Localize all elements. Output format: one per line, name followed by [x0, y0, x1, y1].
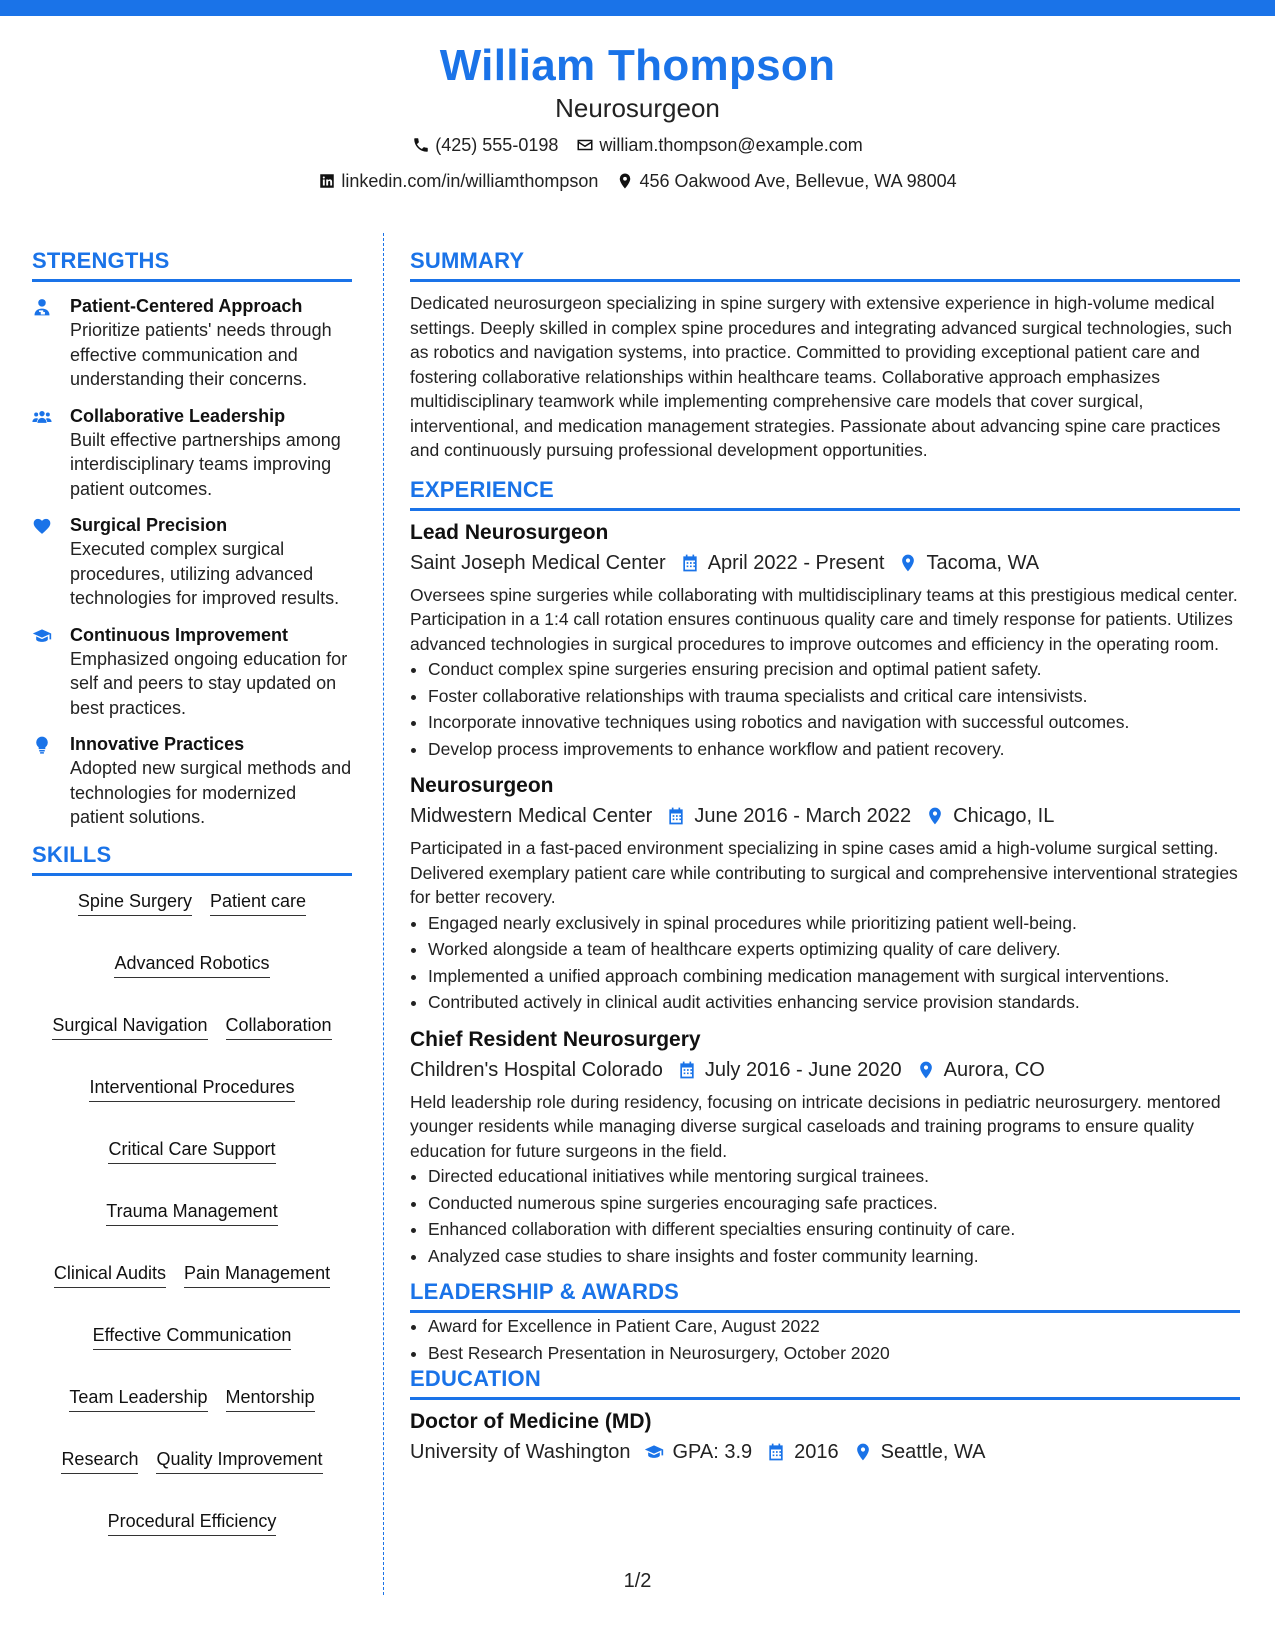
job-meta: [410, 801, 1240, 831]
job-dates: June 2016 - March 2022: [694, 805, 912, 827]
bullet-item: • Implemented a unified approach combining medication management with surgical interventions.: [428, 963, 1240, 990]
summary-heading: SUMMARY: [410, 248, 1240, 282]
graduation-year: 2016: [794, 1441, 839, 1463]
bullet-item: • Analyzed case studies to share insights and foster community learning.: [428, 1243, 1240, 1270]
strength-title: Patient-Centered Approach: [70, 296, 303, 316]
degree-title: Doctor of Medicine (MD): [410, 1410, 652, 1433]
job-description: Participated in a fast-paced environment specializing in spine cases amid a high-volume surgical setting. Delivered exemplary patient care while contributing to surgical and comprehensive interventional strategies for better recovery.: [410, 838, 1238, 907]
calendar-icon: [680, 553, 700, 573]
bullet-item: • Incorporate innovative techniques using robotics and navigation with successful outcomes.: [428, 709, 1240, 736]
skill-tag: Pain Management: [184, 1262, 330, 1288]
skill-tag: Critical Care Support: [108, 1138, 275, 1164]
experience-heading: EXPERIENCE: [410, 477, 1240, 511]
column-divider: [383, 233, 384, 1595]
strength-title: Innovative Practices: [70, 734, 245, 754]
skill-tag: Procedural Efficiency: [108, 1510, 277, 1536]
skill-tag: Research: [61, 1448, 138, 1474]
job-meta: [410, 548, 1240, 578]
job-dates: July 2016 - June 2020: [704, 1058, 902, 1081]
linkedin-icon: [318, 172, 336, 190]
email-contact[interactable]: [576, 135, 862, 156]
summary-text: Dedicated neurosurgeon specializing in spine surgery with extensive experience in high-volume medical settings. Deeply skilled in complex spine procedures and integrating advanced surgical technologies, such as robotics and navigation systems, into practice. Committed to providing exceptional patient care and fostering collaborative relationships within healthcare teams. Collaborative approach emphasizes multidisciplinary teamwork while implementing comprehensive care models that cover surgical, interventional, and medication management strategies. Passionate about advancing spine care practices and continuously pursuing professional development opportunities.: [410, 293, 1233, 460]
strength-item: [32, 513, 352, 611]
job-bullets: [410, 656, 1240, 762]
job-entry: [410, 1026, 1240, 1270]
envelope-icon: [576, 136, 594, 154]
job-entry: [410, 772, 1240, 1016]
graduation-cap-icon: [644, 1442, 664, 1462]
job-location: Aurora, CO: [943, 1058, 1045, 1081]
strength-desc: Executed complex surgical procedures, utilizing advanced technologies for improved results.: [70, 539, 340, 608]
strength-desc: Prioritize patients' needs through effective communication and understanding their concerns.: [70, 320, 332, 389]
right-column: [410, 248, 1240, 1467]
bullet-item: • Foster collaborative relationships with trauma specialists and critical care intensivists.: [428, 683, 1240, 710]
skill-tag: Surgical Navigation: [52, 1014, 207, 1040]
strength-item: [32, 623, 352, 721]
skill-tag: Quality Improvement: [156, 1448, 322, 1474]
contact-row-2: [0, 166, 1275, 196]
skill-tag: Patient care: [210, 890, 306, 916]
page-number: 1/2: [623, 1570, 652, 1592]
address-contact: [616, 171, 956, 192]
job-title: Lead Neurosurgeon: [410, 520, 609, 544]
linkedin-contact[interactable]: [318, 171, 598, 192]
strength-desc: Emphasized ongoing education for self and peers to stay updated on best practices.: [70, 648, 348, 718]
linkedin-text[interactable]: linkedin.com/in/williamthompson: [341, 170, 599, 191]
job-bullets: [410, 910, 1240, 1016]
candidate-title: Neurosurgeon: [555, 93, 720, 123]
job-meta: [410, 1055, 1240, 1085]
bullet-item: • Directed educational initiatives while mentoring surgical trainees.: [428, 1163, 1240, 1190]
bullet-item: • Conducted numerous spine surgeries encouraging safe practices.: [428, 1190, 1240, 1217]
map-pin-icon: [916, 1060, 936, 1080]
calendar-icon: [677, 1060, 697, 1080]
top-accent-bar: [0, 0, 1275, 16]
email-text[interactable]: william.thompson@example.com: [599, 134, 863, 155]
education-heading: EDUCATION: [410, 1366, 1240, 1400]
map-pin-icon: [616, 172, 634, 190]
job-company: Children's Hospital Colorado: [410, 1058, 663, 1081]
candidate-name: William Thompson: [439, 41, 836, 90]
graduation-cap-icon: [32, 626, 52, 646]
phone-icon: [412, 136, 430, 154]
phone-contact: [412, 135, 558, 156]
strength-title: Collaborative Leadership: [70, 405, 286, 426]
job-title: Neurosurgeon: [410, 774, 554, 797]
award-item: • Award for Excellence in Patient Care, August 2022: [428, 1313, 1240, 1340]
job-location: Chicago, IL: [953, 805, 1055, 827]
award-item: • Best Research Presentation in Neurosurgery, October 2020: [428, 1340, 1240, 1367]
skills-heading: SKILLS: [32, 842, 352, 876]
school-location: Seattle, WA: [880, 1441, 986, 1463]
skill-tag: Team Leadership: [69, 1386, 207, 1412]
awards-list: [410, 1313, 1240, 1366]
skill-tag: Clinical Audits: [54, 1262, 166, 1288]
left-column: [32, 248, 352, 1536]
job-description: Held leadership role during residency, focusing on intricate decisions in pediatric neurosurgery. mentored younger residents while managing diverse surgical caseloads and training programs to ensure quality education for future surgeons in the field.: [410, 1091, 1221, 1161]
users-icon: [32, 407, 52, 427]
strength-item: [32, 732, 352, 830]
map-pin-icon: [853, 1442, 873, 1462]
job-title: Chief Resident Neurosurgery: [410, 1027, 701, 1051]
strength-item: [32, 404, 352, 502]
bullet-item: • Develop process improvements to enhance workflow and patient recovery.: [428, 736, 1240, 763]
strength-title: Surgical Precision: [70, 515, 228, 535]
bullet-item: • Contributed actively in clinical audit activities enhancing service provision standards.: [428, 989, 1240, 1016]
lightbulb-icon: [32, 735, 52, 755]
job-company: Saint Joseph Medical Center: [410, 551, 666, 574]
phone-text: (425) 555-0198: [435, 134, 559, 155]
map-pin-icon: [898, 553, 918, 573]
education-meta: [410, 1437, 1240, 1467]
skills-section: [32, 842, 352, 1536]
awards-heading: LEADERSHIP & AWARDS: [410, 1279, 1240, 1313]
job-dates: April 2022 - Present: [707, 551, 885, 574]
skills-list: [32, 890, 352, 1536]
job-entry: [410, 519, 1240, 763]
calendar-icon: [766, 1442, 786, 1462]
address-text: 456 Oakwood Ave, Bellevue, WA 98004: [639, 170, 957, 191]
job-description: Oversees spine surgeries while collaborating with multidisciplinary teams at this prestigious medical center. Participation in a 1:4 call rotation ensures continuous quality care and timely response for patients. Utilizes advanced technologies in surgical procedures to improve outcomes and efficiency in the operating room.: [410, 584, 1238, 654]
bullet-item: • Conduct complex spine surgeries ensuring precision and optimal patient safety.: [428, 656, 1240, 683]
map-pin-icon: [925, 806, 945, 826]
school-name: University of Washington: [410, 1441, 631, 1463]
skill-tag: Interventional Procedures: [89, 1076, 294, 1102]
contact-row-1: [0, 130, 1275, 160]
bullet-item: • Engaged nearly exclusively in spinal procedures while prioritizing patient well-being.: [428, 910, 1240, 937]
skill-tag: Effective Communication: [93, 1324, 292, 1350]
strengths-list: [32, 294, 352, 830]
job-company: Midwestern Medical Center: [410, 805, 653, 827]
skill-tag: Collaboration: [226, 1014, 332, 1040]
resume-header: [0, 40, 1275, 196]
strength-title: Continuous Improvement: [70, 624, 289, 645]
gpa-text: GPA: 3.9: [672, 1441, 753, 1463]
education-entry: [410, 1408, 1240, 1467]
skill-tag: Spine Surgery: [78, 890, 192, 916]
skill-tag: Advanced Robotics: [114, 952, 269, 978]
strength-item: [32, 294, 352, 392]
skill-tag: Trauma Management: [106, 1200, 277, 1226]
skill-tag: Mentorship: [226, 1386, 315, 1412]
strength-desc: Adopted new surgical methods and technologies for modernized patient solutions.: [70, 758, 352, 827]
job-location: Tacoma, WA: [926, 551, 1040, 574]
heart-icon: [32, 516, 52, 536]
calendar-icon: [666, 806, 686, 826]
bullet-item: • Worked alongside a team of healthcare experts optimizing quality of care delivery.: [428, 936, 1240, 963]
job-bullets: [410, 1163, 1240, 1269]
strength-desc: Built effective partnerships among interdisciplinary teams improving patient outcomes.: [70, 429, 341, 499]
bullet-item: • Enhanced collaboration with different specialties ensuring continuity of care.: [428, 1216, 1240, 1243]
user-doctor-icon: [32, 297, 52, 317]
strengths-heading: STRENGTHS: [32, 248, 352, 282]
